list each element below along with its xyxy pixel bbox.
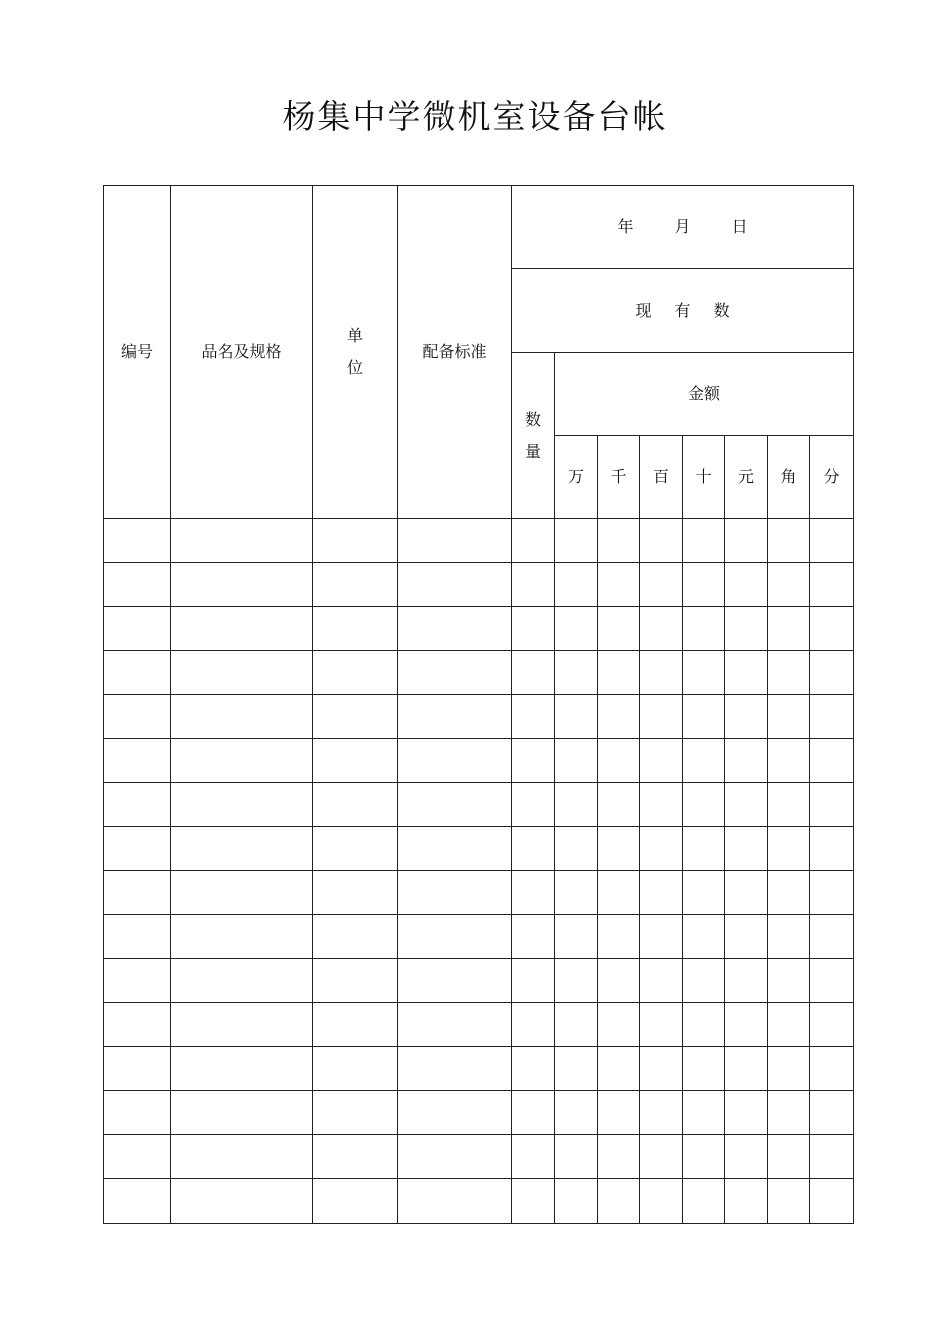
table-cell[interactable] <box>555 1047 598 1091</box>
table-cell[interactable] <box>313 827 398 871</box>
table-cell[interactable] <box>640 959 683 1003</box>
table-cell[interactable] <box>810 871 854 915</box>
header-quantity <box>512 353 555 519</box>
table-cell[interactable] <box>598 1091 640 1135</box>
table-row <box>104 915 854 959</box>
table-cell[interactable] <box>810 827 854 871</box>
table-cell[interactable] <box>555 563 598 607</box>
table-cell[interactable] <box>398 563 512 607</box>
table-cell[interactable] <box>768 827 810 871</box>
header-digit-fen: 分 <box>810 436 854 519</box>
table-cell[interactable] <box>512 1091 555 1135</box>
table-cell[interactable] <box>104 827 171 871</box>
table-cell[interactable] <box>313 959 398 1003</box>
table-cell[interactable] <box>683 519 725 563</box>
table-cell[interactable] <box>683 1047 725 1091</box>
table-cell[interactable] <box>768 1179 810 1224</box>
table-cell[interactable] <box>104 695 171 739</box>
table-cell[interactable] <box>598 827 640 871</box>
header-amount: 金额 <box>555 353 854 436</box>
table-cell[interactable] <box>555 519 598 563</box>
table-cell[interactable] <box>104 871 171 915</box>
table-cell[interactable] <box>598 1179 640 1224</box>
header-date-year: 年 <box>617 217 634 236</box>
table-cell[interactable] <box>512 607 555 651</box>
table-cell[interactable] <box>810 1135 854 1179</box>
table-cell[interactable] <box>104 915 171 959</box>
header-digit-yuan: 元 <box>725 436 768 519</box>
table-cell[interactable] <box>640 519 683 563</box>
table-cell[interactable] <box>171 783 313 827</box>
table-row <box>104 1179 854 1224</box>
table-cell[interactable] <box>171 1047 313 1091</box>
table-cell[interactable] <box>398 1091 512 1135</box>
table-cell[interactable] <box>768 563 810 607</box>
table-cell[interactable] <box>555 959 598 1003</box>
table-cell[interactable] <box>104 783 171 827</box>
table-row <box>104 871 854 915</box>
table-cell[interactable] <box>640 1091 683 1135</box>
header-unit-line2: 位 <box>346 358 363 377</box>
table-row <box>104 1135 854 1179</box>
table-cell[interactable] <box>555 783 598 827</box>
table-cell[interactable] <box>313 519 398 563</box>
header-row-date <box>104 186 854 269</box>
table-cell[interactable] <box>398 1003 512 1047</box>
table-cell[interactable] <box>598 1047 640 1091</box>
table-row <box>104 651 854 695</box>
table-row <box>104 607 854 651</box>
table-cell[interactable] <box>640 695 683 739</box>
table-cell[interactable] <box>725 695 768 739</box>
table-cell[interactable] <box>104 1135 171 1179</box>
table-cell[interactable] <box>313 1179 398 1224</box>
table-row <box>104 827 854 871</box>
table-cell[interactable] <box>683 563 725 607</box>
table-cell[interactable] <box>640 1047 683 1091</box>
table-cell[interactable] <box>768 915 810 959</box>
table-cell[interactable] <box>640 1135 683 1179</box>
table-cell[interactable] <box>810 1047 854 1091</box>
table-cell[interactable] <box>683 959 725 1003</box>
table-cell[interactable] <box>683 1091 725 1135</box>
table-cell[interactable] <box>683 827 725 871</box>
table-cell[interactable] <box>398 783 512 827</box>
table-cell[interactable] <box>683 695 725 739</box>
table-cell[interactable] <box>313 739 398 783</box>
table-cell[interactable] <box>398 607 512 651</box>
table-row <box>104 563 854 607</box>
header-number: 编号 <box>104 186 171 519</box>
table-cell[interactable] <box>555 739 598 783</box>
table-cell[interactable] <box>640 739 683 783</box>
table-cell[interactable] <box>104 607 171 651</box>
table-cell[interactable] <box>640 651 683 695</box>
table-cell[interactable] <box>398 827 512 871</box>
table-cell[interactable] <box>768 871 810 915</box>
table-cell[interactable] <box>398 651 512 695</box>
table-cell[interactable] <box>555 651 598 695</box>
table-cell[interactable] <box>810 651 854 695</box>
table-cell[interactable] <box>683 1135 725 1179</box>
table-cell[interactable] <box>810 1003 854 1047</box>
table-cell[interactable] <box>104 563 171 607</box>
table-cell[interactable] <box>512 783 555 827</box>
table-cell[interactable] <box>598 651 640 695</box>
table-cell[interactable] <box>768 1135 810 1179</box>
header-quantity-line1: 数 <box>524 409 541 429</box>
table-cell[interactable] <box>171 959 313 1003</box>
table-cell[interactable] <box>598 607 640 651</box>
table-row <box>104 1047 854 1091</box>
table-cell[interactable] <box>104 1047 171 1091</box>
table-cell[interactable] <box>725 1047 768 1091</box>
table-cell[interactable] <box>171 1091 313 1135</box>
table-cell[interactable] <box>398 739 512 783</box>
table-cell[interactable] <box>512 827 555 871</box>
table-cell[interactable] <box>640 1003 683 1047</box>
table-cell[interactable] <box>640 1179 683 1224</box>
table-cell[interactable] <box>725 827 768 871</box>
table-cell[interactable] <box>683 739 725 783</box>
table-cell[interactable] <box>171 695 313 739</box>
header-current-3: 数 <box>713 300 730 320</box>
table-cell[interactable] <box>725 1091 768 1135</box>
table-cell[interactable] <box>683 607 725 651</box>
table-row <box>104 1003 854 1047</box>
table-cell[interactable] <box>512 871 555 915</box>
equipment-ledger-table <box>103 185 854 1224</box>
table-cell[interactable] <box>313 695 398 739</box>
table-cell[interactable] <box>725 1003 768 1047</box>
table-cell[interactable] <box>398 695 512 739</box>
table-cell[interactable] <box>555 695 598 739</box>
table-cell[interactable] <box>768 959 810 1003</box>
table-cell[interactable] <box>768 519 810 563</box>
table-cell[interactable] <box>313 651 398 695</box>
table-cell[interactable] <box>598 783 640 827</box>
table-cell[interactable] <box>555 871 598 915</box>
table-cell[interactable] <box>725 1179 768 1224</box>
page-title: 杨集中学微机室设备台帐 <box>282 97 668 136</box>
header-current-2: 有 <box>674 300 691 320</box>
header-date-month: 月 <box>674 217 691 236</box>
table-cell[interactable] <box>313 783 398 827</box>
header-digit-wan: 万 <box>555 436 598 519</box>
table-cell[interactable] <box>512 1003 555 1047</box>
header-current-1: 现 <box>635 300 652 320</box>
table-cell[interactable] <box>768 695 810 739</box>
table-cell[interactable] <box>640 827 683 871</box>
table-cell[interactable] <box>598 519 640 563</box>
table-cell[interactable] <box>810 915 854 959</box>
table-cell[interactable] <box>725 871 768 915</box>
table-cell[interactable] <box>171 519 313 563</box>
table-cell[interactable] <box>810 1179 854 1224</box>
table-cell[interactable] <box>512 1135 555 1179</box>
table-cell[interactable] <box>810 563 854 607</box>
table-cell[interactable] <box>104 1179 171 1224</box>
table-cell[interactable] <box>512 1179 555 1224</box>
table-cell[interactable] <box>768 739 810 783</box>
table-cell[interactable] <box>313 563 398 607</box>
table-cell[interactable] <box>598 739 640 783</box>
table-row <box>104 1091 854 1135</box>
table-cell[interactable] <box>598 915 640 959</box>
table-cell[interactable] <box>171 1003 313 1047</box>
table-row <box>104 695 854 739</box>
table-cell[interactable] <box>683 1179 725 1224</box>
table-cell[interactable] <box>640 607 683 651</box>
table-cell[interactable] <box>725 1135 768 1179</box>
header-standard: 配备标准 <box>398 186 512 519</box>
header-digit-shi: 十 <box>683 436 725 519</box>
table-cell[interactable] <box>512 915 555 959</box>
table-cell[interactable] <box>171 739 313 783</box>
header-current-count <box>512 269 854 353</box>
table-cell[interactable] <box>640 783 683 827</box>
table-row <box>104 739 854 783</box>
table-row <box>104 959 854 1003</box>
table-cell[interactable] <box>555 1091 598 1135</box>
table-cell[interactable] <box>683 915 725 959</box>
table-cell[interactable] <box>810 695 854 739</box>
table-cell[interactable] <box>555 1135 598 1179</box>
table-cell[interactable] <box>555 1179 598 1224</box>
table-cell[interactable] <box>810 959 854 1003</box>
table-cell[interactable] <box>725 563 768 607</box>
table-cell[interactable] <box>725 783 768 827</box>
table-cell[interactable] <box>640 871 683 915</box>
table-cell[interactable] <box>555 915 598 959</box>
header-date-day: 日 <box>731 217 748 236</box>
table-cell[interactable] <box>512 695 555 739</box>
table-cell[interactable] <box>683 1003 725 1047</box>
table-cell[interactable] <box>555 1003 598 1047</box>
table-cell[interactable] <box>313 1047 398 1091</box>
table-cell[interactable] <box>768 651 810 695</box>
table-cell[interactable] <box>725 607 768 651</box>
table-cell[interactable] <box>683 871 725 915</box>
table-cell[interactable] <box>810 519 854 563</box>
table-cell[interactable] <box>171 827 313 871</box>
table-cell[interactable] <box>768 783 810 827</box>
table-cell[interactable] <box>683 783 725 827</box>
header-unit <box>313 186 398 519</box>
table-cell[interactable] <box>171 915 313 959</box>
table-cell[interactable] <box>768 607 810 651</box>
table-cell[interactable] <box>104 519 171 563</box>
table-cell[interactable] <box>512 739 555 783</box>
table-cell[interactable] <box>171 563 313 607</box>
table-cell[interactable] <box>640 563 683 607</box>
table-cell[interactable] <box>313 871 398 915</box>
table-cell[interactable] <box>725 519 768 563</box>
table-cell[interactable] <box>313 915 398 959</box>
table-cell[interactable] <box>313 1135 398 1179</box>
table-cell[interactable] <box>555 607 598 651</box>
table-cell[interactable] <box>104 651 171 695</box>
table-cell[interactable] <box>171 651 313 695</box>
table-cell[interactable] <box>313 1003 398 1047</box>
table-cell[interactable] <box>598 1003 640 1047</box>
table-row <box>104 783 854 827</box>
table-cell[interactable] <box>398 1179 512 1224</box>
table-cell[interactable] <box>555 827 598 871</box>
table-cell[interactable] <box>171 1179 313 1224</box>
table-cell[interactable] <box>104 739 171 783</box>
table-cell[interactable] <box>810 739 854 783</box>
table-cell[interactable] <box>398 519 512 563</box>
table-cell[interactable] <box>598 1135 640 1179</box>
table-cell[interactable] <box>512 519 555 563</box>
table-cell[interactable] <box>398 915 512 959</box>
table-cell[interactable] <box>725 739 768 783</box>
table-cell[interactable] <box>171 607 313 651</box>
header-digit-jiao: 角 <box>768 436 810 519</box>
header-digit-qian: 千 <box>598 436 640 519</box>
table-cell[interactable] <box>512 959 555 1003</box>
table-cell[interactable] <box>512 563 555 607</box>
table-cell[interactable] <box>768 1003 810 1047</box>
table-cell[interactable] <box>768 1091 810 1135</box>
table-cell[interactable] <box>640 915 683 959</box>
table-cell[interactable] <box>768 1047 810 1091</box>
table-cell[interactable] <box>725 915 768 959</box>
table-cell[interactable] <box>104 1003 171 1047</box>
table-cell[interactable] <box>598 695 640 739</box>
table-cell[interactable] <box>725 959 768 1003</box>
table-cell[interactable] <box>104 1091 171 1135</box>
table-cell[interactable] <box>598 959 640 1003</box>
table-cell[interactable] <box>398 959 512 1003</box>
header-unit-line1: 单 <box>346 326 363 345</box>
table-cell[interactable] <box>683 651 725 695</box>
table-cell[interactable] <box>313 1091 398 1135</box>
table-cell[interactable] <box>512 651 555 695</box>
table-cell[interactable] <box>810 783 854 827</box>
table-cell[interactable] <box>398 1135 512 1179</box>
table-cell[interactable] <box>512 1047 555 1091</box>
table-cell[interactable] <box>598 871 640 915</box>
header-name-spec: 品名及规格 <box>171 186 313 519</box>
header-quantity-line2: 量 <box>524 441 541 461</box>
table-cell[interactable] <box>104 959 171 1003</box>
table-cell[interactable] <box>398 1047 512 1091</box>
table-cell[interactable] <box>398 871 512 915</box>
table-cell[interactable] <box>725 651 768 695</box>
table-cell[interactable] <box>810 607 854 651</box>
table-cell[interactable] <box>171 1135 313 1179</box>
table-cell[interactable] <box>598 563 640 607</box>
table-cell[interactable] <box>313 607 398 651</box>
table-cell[interactable] <box>810 1091 854 1135</box>
table-row <box>104 519 854 563</box>
header-date <box>512 186 854 269</box>
header-digit-bai: 百 <box>640 436 683 519</box>
table-cell[interactable] <box>171 871 313 915</box>
